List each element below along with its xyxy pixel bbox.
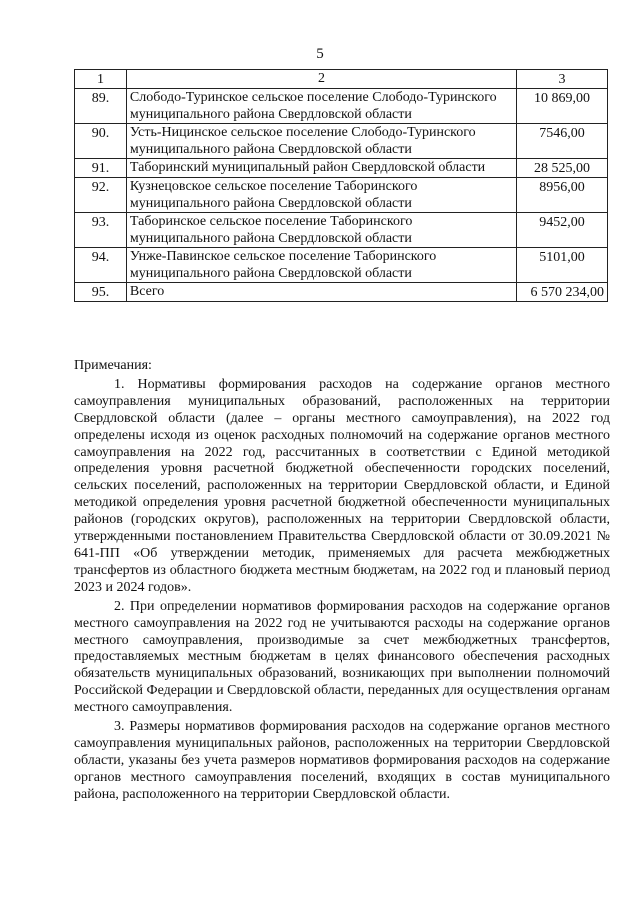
row-number: 92. — [75, 178, 127, 213]
notes-section — [74, 358, 610, 804]
row-name: Унже-Павинское сельское поселение Таборинского муниципального района Свердловской области — [126, 248, 516, 283]
table-row — [75, 89, 608, 124]
row-value: 8956,00 — [517, 178, 608, 213]
row-value: 7546,00 — [517, 124, 608, 159]
notes-title: Примечания: — [74, 358, 152, 373]
budget-table — [74, 69, 608, 302]
note-paragraph-3: 3. Размеры нормативов формирования расходов на содержание органов местного самоуправления муниципальных районов, расположенных на территории Свердловской области, указаны без учета размеров нормативов формирования расходов на содержание органов местного самоуправления поселений, входящих в состав муниципального района, расположенного на территории Свердловской области. — [74, 719, 610, 802]
row-number: 94. — [75, 248, 127, 283]
column-header-value: 3 — [517, 70, 608, 89]
row-name: Таборинский муниципальный район Свердловской области — [126, 159, 516, 178]
table-row — [75, 248, 608, 283]
row-name: Усть-Ницинское сельское поселение Слободо-Туринского муниципального района Свердловской области — [126, 124, 516, 159]
table-row — [75, 159, 608, 178]
row-name: Кузнецовское сельское поселение Таборинского муниципального района Свердловской области — [126, 178, 516, 213]
table-header-row — [75, 70, 608, 89]
row-number: 91. — [75, 159, 127, 178]
table-row — [75, 213, 608, 248]
note-paragraph-2: 2. При определении нормативов формирования расходов на содержание органов местного самоуправления на 2022 год не учитываются расходы на содержание органов местного самоуправления, производимые за счет межбюджетных трансфертов, предоставляемых местным бюджетам в целях финансового обеспечения расходных обязательств муниципальных образований, возникающих при выполнении полномочий Российской Федерации и Свердловской области, переданных для осуществления органам местного самоуправления. — [74, 598, 610, 716]
table-total-row — [75, 283, 608, 302]
row-number: 90. — [75, 124, 127, 159]
table-row — [75, 124, 608, 159]
row-value: 28 525,00 — [517, 159, 608, 178]
total-value: 6 570 234,00 — [517, 283, 608, 302]
total-label: Всего — [126, 283, 516, 302]
column-header-number: 1 — [75, 70, 127, 89]
row-name: Слободо-Туринское сельское поселение Слободо-Туринского муниципального района Свердловской области — [126, 89, 516, 124]
page-number: 5 — [316, 46, 324, 62]
row-value: 10 869,00 — [517, 89, 608, 124]
column-header-name: 2 — [126, 70, 516, 89]
note-paragraph-1: 1. Нормативы формирования расходов на содержание органов местного самоуправления муниципальных образований, расположенных на территории Свердловской области (далее – органы местного самоуправления), на 2022 год определены исходя из оценок расходных полномочий на содержание органов местного самоуправления на 2022 год, рассчитанных в соответствии с Единой методикой определения уровня расчетной бюджетной обеспеченности городских поселений, сельских поселений, расположенных на территории Свердловской области, и Единой методикой определения уровня расчетной бюджетной обеспеченности муниципальных районов (городских округов), расположенных на территории Свердловской области, утвержденными постановлением Правительства Свердловской области от 30.09.2021 № 641-ПП «Об утверждении методик, применяемых для расчета межбюджетных трансфертов из областного бюджета местным бюджетам, на 2022 год и плановый период 2023 и 2024 годов». — [74, 376, 610, 595]
row-value: 9452,00 — [517, 213, 608, 248]
row-number: 89. — [75, 89, 127, 124]
row-name: Таборинское сельское поселение Таборинского муниципального района Свердловской области — [126, 213, 516, 248]
total-number: 95. — [75, 283, 127, 302]
row-number: 93. — [75, 213, 127, 248]
table-row — [75, 178, 608, 213]
row-value: 5101,00 — [517, 248, 608, 283]
